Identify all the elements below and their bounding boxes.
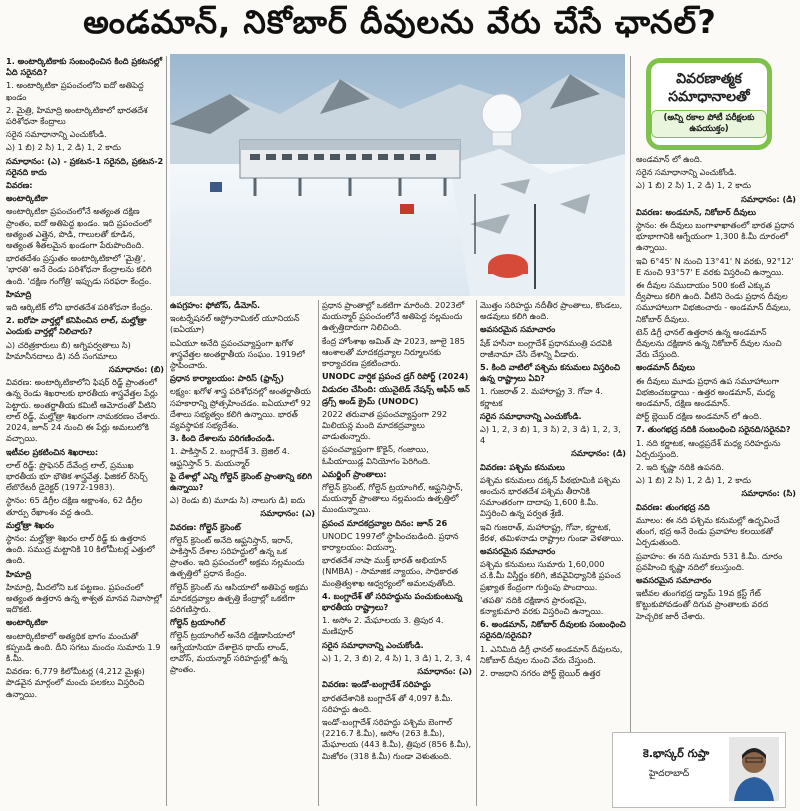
article-paragraph: 1. ఎనిమిది డిగ్రీ ఛానల్ అండమాన్ దీవులను, నికోబార్ దీవుల నుంచి వేరు చేస్తుంది. [480, 643, 623, 665]
article-paragraph: 2. ఇది కృష్ణా నదికి ఉపనది. [636, 462, 724, 473]
article-paragraph: సరైన సమాధానాన్ని ఎంచుకోండి. [636, 167, 737, 178]
article-paragraph: షేక్ హసీనా బంగ్లాదేశ్ ప్రధానమంత్రి పదవికి రాజీనామా చేసి దేశాన్ని వీడారు. [480, 337, 612, 359]
article-paragraph: మల్హోత్రా శిఖరం [6, 519, 54, 530]
column-divider [630, 56, 631, 806]
article-paragraph: సమాధానం: (డి) [571, 448, 626, 459]
promo-title: వివరణాత్మక సమాధానాలతో [668, 71, 750, 105]
article-paragraph: భారతదేశానికి బంగ్లాదేశ్ తో 4,097 కి.మీ. సరిహద్దు ఉంది. [322, 692, 453, 714]
column-2-right [322, 300, 472, 808]
article-paragraph: పశ్చిమ కనుమలు సుమారు 1,60,000 చ.కి.మీ విస్తీర్ణం కలిగి, జీవవైవిధ్యానికి ప్రపంచ ప్రఖ్యాత కేంద్రంగా గుర్తింపు పొందాయి. [480, 559, 621, 592]
article-paragraph: భారతదేశ నాషా ముక్త్ భారత్ అభియాన్ (NMBA) - సామాజిక న్యాయం, సాధికారత మంత్రిత్వశాఖ ఆధ్వర్యంలో అమలవుతోంది. [322, 555, 458, 588]
article-paragraph: అవసరమైన సమాచారం [480, 324, 556, 335]
article-paragraph: ఉపగ్రహం: ఫోబోస్, డీమోస్. [170, 300, 261, 310]
article-paragraph: టెన్ డిగ్రీ ఛానల్ ఉత్తరాన ఉన్న అండమాన్ దీవులను దక్షిణాన ఉన్న నికోబార్ దీవుల నుంచి వేరు చేస్తుంది. [636, 326, 782, 360]
article-paragraph: సరైన సమాధానాన్ని ఎంచుకోండి. [6, 129, 107, 140]
article-paragraph: వివరణ: అండమాన్, నికోబార్ దీవులు [636, 206, 756, 217]
article-paragraph: 1. అంటార్కిటికాకు సంబంధించిన కింది ప్రకటనల్లో ఏది సరైనది? [6, 56, 162, 78]
article-paragraph: ఇంటర్నేషనల్ ఆస్ట్రోనామికల్ యూనియన్ (ఐఏయూ) [170, 313, 300, 335]
article-paragraph: సరైన సమాధానాన్ని ఎంచుకోండి. [322, 639, 424, 650]
article-paragraph: పోర్ట్ బ్లెయిర్ దక్షిణ అండమాన్ లో ఉంది. [636, 411, 762, 422]
headline: అండమాన్, నికోబార్ దీవులను వేరు చేసే ఛానల్? [83, 3, 717, 41]
article-paragraph: ఈ దీవుల సముదాయం 500 కంటే ఎక్కువ ద్వీపాలు కలిగి ఉంది. వీటిని రెండు ప్రధాన దీవుల సమూహాలుగా విభజించారు - అండమాన్ దీవులు, నికోబార్ దీవులు. [636, 280, 792, 324]
author-city: హైదరాబాద్ [649, 769, 690, 779]
column-divider [318, 300, 319, 806]
article-paragraph: UNODC వార్షిక ప్రపంచ డ్రగ్ రిపోర్ట్ (2024) [322, 371, 469, 382]
author-photo [729, 737, 779, 801]
article-paragraph: సమాధానం: (ఎ) - ప్రకటన-1 సరైనది, ప్రకటన-2 సరైనది కాదు [6, 155, 164, 177]
article-paragraph: అండమాన్ లో ఉంది. [636, 154, 703, 164]
article-paragraph: అంటార్కిటికా ప్రపంచంలోనే అత్యంత దక్షిణ ప్రాంతం, ఐదో అతిపెద్ద ఖండం. ఇది ప్రపంచంలో అత్యంత ఎత్తైన, పొడి, గాలులతో కూడిన, అత్యంత శీతలమైన ఖండంగా పేరుపొందింది. [6, 206, 152, 251]
article-paragraph: వివరణ: అంటార్కిటికాలోని ఫిషర్ రిడ్జ్ ప్రాంతంలో ఉన్న రెండు శిఖరాలకు భారతీయ శాస్త్రవేత్తల పేర్లు పెట్టారు. అంతర్జాతీయ కమిటీ ఆమోదంతో వీటిని లాల్ రిడ్జ్, మల్హోత్రా శిఖరంగా నామకరణం చేశారు. 2024, జూన్ 24 నుంచి ఈ పేర్లు అమలులోకి వచ్చాయి. [6, 377, 161, 444]
author-name: కె.భాస్కర్ గుప్తా [643, 747, 710, 760]
article-paragraph: ప్రపంచ మాదకద్రవ్యాల దినం: జూన్ 26 [322, 517, 448, 528]
article-paragraph: ఎ) 1 బి) 2 సి) 1, 2 డి) 1, 2 కాదు [636, 180, 751, 191]
article-paragraph: వివరణ: 6,779 కిలోమీటర్ల (4,212 మైళ్లు) పొడవైన మార్గంలో మంచు పలకలు విస్తరించి ఉన్నాయి. [6, 666, 145, 699]
article-paragraph: భారతదేశం ప్రస్తుతం అంటార్కిటికాలో 'మైత్రి', 'భారతి' అనే రెండు పరిశోధనా కేంద్రాలను కలిగి ఉంది. 'దక్షిణ గంగోత్రి' ఇప్పుడు సరఫరా కేంద్రం. [6, 253, 152, 286]
column-4 [636, 154, 796, 728]
article-paragraph: అండమాన్ దీవులు [636, 362, 695, 373]
article-paragraph: ఇండో-బంగ్లాదేశ్ సరిహద్దు పశ్చిమ బెంగాల్ (2216.7 కి.మీ), అసోం (263 కి.మీ), మేఘాలయ (443 కి.మీ), త్రిపుర (856 కి.మీ), మిజోరం (318 కి.మీ) గుండా వెళుతుంది. [322, 716, 472, 761]
article-paragraph: 4. బంగ్లాదేశ్ తో సరిహద్దును పంచుకుంటున్న భారతీయ రాష్ట్రాలు? [322, 590, 463, 613]
article-paragraph: 2022 తరువాత ప్రపంచవ్యాప్తంగా 292 మిలియన్ల మంది మాదకద్రవ్యాలు వాడుతున్నారు. [322, 408, 448, 442]
article-paragraph: 5. కింది వాటిలో పశ్చిమ కనుమలు విస్తరించి ఉన్న రాష్ట్రాలు ఏవి? [480, 362, 621, 384]
column-divider [476, 300, 477, 806]
article-paragraph: స్థానం: 65 డిగ్రీల దక్షిణ అక్షాంశం, 62 డిగ్రీల తూర్పు రేఖాంశం వద్ద ఉంది. [6, 495, 143, 517]
article-paragraph: 2. ఐరోపా వార్తల్లో కనిపించిన లాల్, మల్హోత్రా ఎందుకు వార్తల్లో నిలిచారు? [6, 315, 147, 337]
article-paragraph: అవసరమైన సమాచారం [636, 574, 712, 585]
article-paragraph: 1. నది కర్ణాటక, ఆంధ్రప్రదేశ్ మధ్య సరిహద్దును ఏర్పరుస్తుంది. [636, 437, 781, 459]
article-paragraph: సమాధానం: (డి) [741, 193, 796, 204]
promo-box [646, 58, 772, 150]
article-paragraph: గోల్డెన్ క్రెసెంట్, గోల్డెన్ ట్రయాంగిల్, ఆఫ్ఘనిస్తాన్, మయన్మార్ ప్రాంతాలు నల్లమందు ఉత్పత్తిలో ముందున్నాయి. [322, 482, 463, 515]
article-paragraph: లక్ష్యం: ఖగోళ శాస్త్ర పరిశోధనల్లో అంతర్జాతీయ సహకారాన్ని ప్రోత్సహించడం. ఐఏయూలో 92 దేశాలు సభ్యత్వం కలిగి ఉన్నాయి. భారత్ వ్యవస్థాపక సభ్యదేశం. [170, 386, 312, 431]
article-paragraph: 2. రాజధాని నగరం పోర్ట్ బ్లెయిర్ ఉత్తర [480, 668, 601, 679]
article-paragraph: పశ్చిమ కనుమలు దక్కన్ పీఠభూమికి పశ్చిమ అంచున భారతదేశ పశ్చిమ తీరానికి సమాంతరంగా దాదాపు 1,600 కి.మీ. విస్తరించి ఉన్న పర్వత శ్రేణి. [480, 474, 621, 519]
article-paragraph: మొత్తం సరిహద్దు నదీతీర ప్రాంతాలు, కొండలు, అడవులు కలిగి ఉంది. [480, 300, 623, 322]
article-paragraph: అంటార్కిటికా [6, 193, 48, 204]
article-paragraph: సరైన సమాధానాన్ని ఎంచుకోండి. [480, 410, 582, 421]
article-paragraph: ఎ) 1 బి) 2 సి) 1, 2 డి) 1, 2 కాదు [6, 142, 121, 153]
article-paragraph: సమాధానం: (ఎ) [417, 666, 472, 677]
column-2-left [170, 300, 315, 808]
article-paragraph: గోల్డెన్ ట్రయాంగిల్ [170, 617, 226, 628]
article-paragraph: వివరణ: ఇండో-బంగ్లాదేశ్ సరిహద్దు [322, 679, 431, 690]
article-paragraph: ఇవి 6°45' N నుంచి 13°41' N వరకు, 92°12' E నుంచి 93°57' E వరకు విస్తరించి ఉన్నాయి. [636, 255, 794, 277]
article-paragraph: ఎ) 1, 2, 3 బి) 1, 3 సి) 2, 3 డి) 1, 2, 3, 4 [480, 424, 621, 446]
article-paragraph: 7. తుంగభద్ర నదికి సంబంధించి సరైనది/సరైనవి? [636, 424, 791, 435]
article-paragraph: వివరణ: తుంగభద్ర నది [636, 501, 710, 512]
article-paragraph: 1. పాకిస్తాన్ 2. బంగ్లాదేశ్ 3. బ్రెజిల్ 4. ఆఫ్ఘనిస్తాన్ 5. మయన్మార్ [170, 446, 290, 468]
author-box [612, 732, 786, 808]
article-paragraph: అంటార్కిటికా [6, 617, 48, 628]
article-paragraph: స్థానం: మల్హోత్రా శిఖరం లాల్ రిడ్జ్ కు ఉత్తరాన ఉంది. సముద్ర మట్టానికి 10 కిలోమీటర్ల ఎత్తులో ఉంది. [6, 532, 155, 566]
article-paragraph: 1. గుజరాత్ 2. మహారాష్ట్ర 3. గోవా 4. కర్ణాటక [480, 386, 603, 408]
article-paragraph: ఎ) 1 బి) 2 సి) 1, 2 డి) 1, 2 కాదు [636, 475, 751, 486]
article-paragraph: 6. అండమాన్, నికోబార్ దీవులకు సంబంధించి సరైనది/సరైనవి? [480, 619, 626, 641]
article-paragraph: పై దేశాల్లో ఎన్ని గోల్డెన్ క్రెసెంట్ ప్రాంతాన్ని కలిగి ఉన్నాయి? [170, 470, 313, 493]
article-paragraph: సమాధానం: (సి) [741, 488, 796, 499]
article-paragraph: స్థానం: ఈ దీవులు బంగాళాఖాతంలో భారత ప్రధాన భూభాగానికి ఆగ్నేయంగా 1,300 కి.మీ దూరంలో ఉన్నాయి. [636, 220, 795, 253]
column-3 [480, 300, 626, 808]
article-paragraph: 1. అసోం 2. మేఘాలయ 3. త్రిపుర 4. మణిపూర్ [322, 615, 444, 637]
article-paragraph: గోల్డెన్ క్రెసెంట్ అనేది ఆఫ్ఘనిస్తాన్, ఇరాన్, పాకిస్తాన్ దేశాల సరిహద్దులో ఉన్న ఒక ప్రాంతం. ఇది ప్రపంచంలో అక్రమ నల్లమందు ఉత్పత్తిలో ప్రధాన కేంద్రం. [170, 534, 305, 579]
column-divider [166, 56, 167, 806]
article-paragraph: 2. మైత్రి, హిమాద్రి అంటార్కిటికాలో భారతదేశ పరిశోధనా కేంద్రాలు [6, 104, 148, 127]
article-paragraph: ఎ) రెండు బి) మూడు సి) నాలుగు డి) ఐదు [170, 495, 306, 506]
article-paragraph: మూలం: ఈ నది పశ్చిమ కనుమల్లో ఉద్భవించే తుంగ, భద్ర అనే రెండు ప్రవాహాల కలయికతో ఏర్పడుతుంది. [636, 514, 780, 548]
antarctic-station-photo [170, 54, 625, 296]
article-paragraph: ప్రధాన ప్రాంతాల్లో ఒకటిగా మారింది. 2023లో మయన్మార్ ప్రపంచంలోనే అతిపెద్ద నల్లమందు ఉత్పత్తిదారుగా నిలిచింది. [322, 300, 465, 333]
article-paragraph: లాల్ రిడ్జ్: ప్రొఫెసర్ దేవేంద్ర లాల్, ప్రముఖ భారతీయ భూ భౌతిక శాస్త్రవేత్త. ఫిజికల్ రీసెర్చ్ లేబొరేటరీ డైరెక్టర్ (1972-1983). [6, 459, 148, 493]
article-paragraph: ఇటీవల ప్రకటించిన శిఖరాలు: [6, 446, 99, 457]
article-paragraph: 3. కింది దేశాలను పరిగణించండి. [170, 433, 275, 444]
article-paragraph: ప్రధాన కార్యాలయం: పారిస్ (ఫ్రాన్స్) [170, 373, 285, 384]
article-paragraph: అంటార్కిటికాలో అత్యధిక భాగం మంచుతో కప్పబడి ఉంది. దీని సగటు మందం సుమారు 1.9 కి.మీ. [6, 630, 161, 663]
article-paragraph: ఎమర్జింగ్ ప్రాంతాలు: [322, 468, 387, 479]
article-paragraph: ఎ) 1, 2, 3 బి) 2, 4 సి) 1, 3 డి) 1, 2, 3, 4 [322, 652, 471, 663]
article-paragraph: ఇవి గుజరాత్, మహారాష్ట్ర, గోవా, కర్ణాటక, కేరళ, తమిళనాడు రాష్ట్రాల గుండా వెళతాయి. [480, 521, 624, 543]
article-paragraph: ఇది ఆర్కిటిక్ లోని భారతదేశ పరిశోధనా కేంద్రం. [6, 302, 153, 313]
article-paragraph: ప్రపంచవ్యాప్తంగా కొకైన్, గంజాయి, ఓపియాయిడ్ల వినియోగం పెరిగింది. [322, 444, 431, 466]
article-paragraph: 1. అంటార్కిటికా ప్రపంచంలోని ఐదో అతిపెద్ద ఖండం [6, 80, 144, 102]
article-paragraph: సమాధానం: (బి) [108, 364, 164, 375]
article-paragraph: వివరణ: [6, 180, 33, 191]
article-paragraph: వివరణ: గోల్డెన్ క్రెసెంట్ [170, 521, 241, 532]
article-paragraph: ఎ) చరిత్రకారులు బి) అగ్నిపర్వతాలు సి) హిమానీనదాలు డి) నదీ సంగమాలు [6, 339, 131, 361]
column-1 [6, 56, 164, 808]
article-paragraph: విడుదల చేసింది: యునైటెడ్ నేషన్స్ ఆఫీస్ ఆన్ డ్రగ్స్ అండ్ క్రైమ్ (UNODC) [322, 384, 470, 406]
article-paragraph: ఐఏయూ అనేది ప్రపంచవ్యాప్తంగా ఖగోళ శాస్త్రవేత్తల అంతర్జాతీయ సంఘం. 1919లో స్థాపించారు. [170, 337, 305, 371]
article-paragraph: ఇటీవల తుంగభద్ర డ్యామ్ 19వ క్రస్ట్ గేట్ కొట్టుకుపోవడంతో దిగువ ప్రాంతాలకు వరద హెచ్చరిక జారీ చేశారు. [636, 588, 769, 621]
article-paragraph: ప్రవాహం: ఈ నది సుమారు 531 కి.మీ. దూరం ప్రవహించి కృష్ణా నదిలో కలుస్తుంది. [636, 550, 783, 572]
article-paragraph: హిమాద్రి, మీదలోని ఒక పట్టణం. ప్రపంచంలో అత్యంత ఉత్తరాన ఉన్న శాశ్వత మానవ నివాసాల్లో ఇదొకటి. [6, 581, 162, 615]
article-paragraph: వివరణ: పశ్చిమ కనుమలు [480, 461, 565, 472]
article-paragraph: హిమాద్రి [6, 568, 32, 579]
article-paragraph: గోల్డెన్ క్రెసెంట్ ను ఆసియాలో అతిపెద్ద అక్రమ మాదకద్రవ్యాల ఉత్పత్తి కేంద్రాల్లో ఒకటిగా పరిగణిస్తారు. [170, 581, 309, 615]
promo-subtitle: (అన్ని రకాల పోటీ పరీక్షలకు ఉపయుక్తం) [651, 110, 767, 138]
article-paragraph: హిమాద్రి [6, 288, 32, 299]
article-paragraph: 'తపతి' నదికి దక్షిణాన ప్రారంభమై, కన్యాకుమారి వరకు విస్తరించి ఉన్నాయి. [480, 594, 604, 617]
article-paragraph: అవసరమైన సమాచారం [480, 546, 556, 557]
article-paragraph: కేంద్ర హోంశాఖ అమిత్ షా 2023, జూలై 185 ఆంశాలతో మాదకద్రవ్యాల నిర్మూలనకు కార్యాచరణ ప్రకటించారు. [322, 335, 465, 369]
article-paragraph: UNODC 1997లో స్థాపించబడింది. ప్రధాన కార్యాలయం: వియన్నా. [322, 530, 459, 553]
article-paragraph: సమాధానం: (ఎ) [260, 508, 315, 519]
article-paragraph: ఈ దీవులు మూడు ప్రధాన ఉప సమూహాలుగా విభజించబడ్డాయి - ఉత్తర అండమాన్, మధ్య అండమాన్, దక్షిణ అండమాన్. [636, 375, 780, 409]
article-paragraph: గోల్డెన్ ట్రయాంగిల్ అనేది దక్షిణాసియాలో ఆగ్నేయాసియా దేశాలైన థాయ్ లాండ్, లావోస్, మయన్మార్ సరిహద్దుల్లో ఉన్న ప్రాంతం. [170, 630, 295, 675]
